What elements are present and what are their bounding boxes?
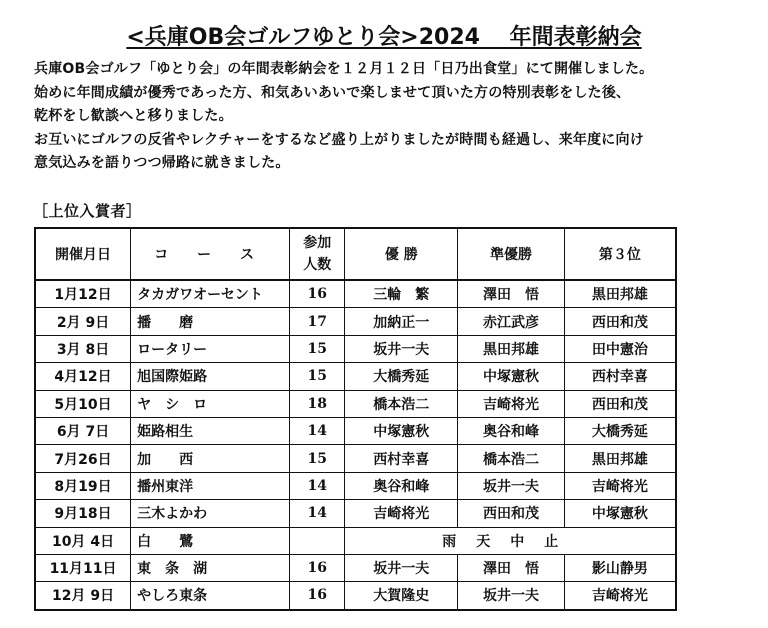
table-row	[35, 335, 676, 362]
cell-course: 加 西	[131, 445, 290, 472]
cell-course: 姫路相生	[131, 417, 290, 444]
cell-course: 三木よかわ	[131, 500, 290, 527]
cell-third: 西村幸喜	[564, 363, 676, 390]
section-label: ［上位入賞者］	[33, 202, 142, 220]
table-row	[35, 582, 676, 610]
cell-third: 西田和茂	[564, 390, 676, 417]
cell-winner: 三輪 繁	[345, 280, 458, 308]
cell-date: 10月 4日	[35, 527, 131, 554]
page-title	[0, 24, 768, 52]
cell-date: 4月12日	[35, 363, 131, 390]
cell-third: 影山静男	[564, 554, 676, 581]
page-title-text: <兵庫OB会ゴルフゆとり会>2024 年間表彰納会	[126, 25, 642, 50]
cell-date: 2月 9日	[35, 308, 131, 335]
cell-date: 1月12日	[35, 280, 131, 308]
cell-third: 黒田邦雄	[564, 280, 676, 308]
results-table	[34, 227, 677, 611]
cell-course: 旭国際姫路	[131, 363, 290, 390]
cell-winner: 中塚憲秋	[345, 417, 458, 444]
cell-participants: 18	[290, 390, 345, 417]
cell-course: 白 鷺	[131, 527, 290, 554]
cell-third: 吉崎将光	[564, 582, 676, 610]
cell-date: 9月18日	[35, 500, 131, 527]
cell-runner-up: 黒田邦雄	[458, 335, 565, 362]
table-row	[35, 472, 676, 499]
cell-runner-up: 赤江武彦	[458, 308, 565, 335]
cell-course: やしろ東条	[131, 582, 290, 610]
cell-third: 田中憲治	[564, 335, 676, 362]
table-row	[35, 363, 676, 390]
cell-runner-up: 澤田 悟	[458, 554, 565, 581]
cell-participants: 17	[290, 308, 345, 335]
header-winner: 優 勝	[345, 228, 458, 280]
cell-runner-up: 坂井一夫	[458, 472, 565, 499]
cell-participants: 15	[290, 335, 345, 362]
cell-winner: 坂井一夫	[345, 554, 458, 581]
cell-cancelled: 雨天中止	[345, 527, 676, 554]
cell-third: 大橋秀延	[564, 417, 676, 444]
cell-participants: 16	[290, 280, 345, 308]
cell-participants: 15	[290, 363, 345, 390]
cell-course: 東 条 湖	[131, 554, 290, 581]
cell-course: 播 磨	[131, 308, 290, 335]
intro-paragraph	[34, 58, 746, 176]
cell-third: 西田和茂	[564, 308, 676, 335]
intro-line: 意気込みを語りつつ帰路に就きました。	[34, 155, 290, 171]
cell-winner: 吉崎将光	[345, 500, 458, 527]
header-runner-up: 準優勝	[458, 228, 565, 280]
cell-runner-up: 奥谷和峰	[458, 417, 565, 444]
table-row	[35, 527, 676, 554]
table-row	[35, 390, 676, 417]
table-row	[35, 308, 676, 335]
cell-runner-up: 坂井一夫	[458, 582, 565, 610]
cell-third: 吉崎将光	[564, 472, 676, 499]
table-header-row	[35, 228, 676, 280]
cell-winner: 加納正一	[345, 308, 458, 335]
cell-participants	[290, 527, 345, 554]
cell-participants: 15	[290, 445, 345, 472]
cell-date: 3月 8日	[35, 335, 131, 362]
cell-date: 12月 9日	[35, 582, 131, 610]
cell-winner: 大賀隆史	[345, 582, 458, 610]
cell-date: 7月26日	[35, 445, 131, 472]
cell-runner-up: 吉崎将光	[458, 390, 565, 417]
cell-runner-up: 橋本浩二	[458, 445, 565, 472]
table-row	[35, 554, 676, 581]
header-participants-line1: 参加	[303, 235, 332, 251]
cell-runner-up: 中塚憲秋	[458, 363, 565, 390]
cell-course: ロータリー	[131, 335, 290, 362]
intro-line: 始めに年間成績が優秀であった方、和気あいあいで楽しませて頂いた方の特別表彰をした後、	[34, 84, 631, 101]
cell-participants: 14	[290, 417, 345, 444]
cell-runner-up: 西田和茂	[458, 500, 565, 527]
cell-winner: 大橋秀延	[345, 363, 458, 390]
table-row	[35, 445, 676, 472]
cell-winner: 坂井一夫	[345, 335, 458, 362]
cell-date: 11月11日	[35, 554, 131, 581]
cell-third: 黒田邦雄	[564, 445, 676, 472]
cell-date: 5月10日	[35, 390, 131, 417]
cell-winner: 橋本浩二	[345, 390, 458, 417]
intro-line: 乾杯をし歓談へと移りました。	[34, 108, 233, 124]
intro-line: お互いにゴルフの反省やレクチャーをするなど盛り上がりましたが時間も経過し、来年度に向け	[34, 131, 644, 148]
header-participants-line2: 人数	[303, 257, 332, 273]
header-third: 第３位	[564, 228, 676, 280]
cell-date: 6月 7日	[35, 417, 131, 444]
cell-participants: 16	[290, 582, 345, 610]
table-row	[35, 500, 676, 527]
cell-participants: 14	[290, 472, 345, 499]
cell-winner: 奥谷和峰	[345, 472, 458, 499]
cell-third: 中塚憲秋	[564, 500, 676, 527]
cell-course: タカガワオーセント	[131, 280, 290, 308]
table-row	[35, 280, 676, 308]
cell-winner: 西村幸喜	[345, 445, 458, 472]
cell-course: ヤ シ ロ	[131, 390, 290, 417]
cell-participants: 16	[290, 554, 345, 581]
cell-date: 8月19日	[35, 472, 131, 499]
cell-participants: 14	[290, 500, 345, 527]
header-participants	[290, 228, 345, 280]
header-course: コ ー ス	[131, 228, 290, 280]
cell-runner-up: 澤田 悟	[458, 280, 565, 308]
cell-course: 播州東洋	[131, 472, 290, 499]
table-row	[35, 417, 676, 444]
intro-line: 兵庫OB会ゴルフ「ゆとり会」の年間表彰納会を１２月１２日「日乃出食堂」にて開催しました。	[34, 61, 654, 77]
header-date: 開催月日	[35, 228, 131, 280]
